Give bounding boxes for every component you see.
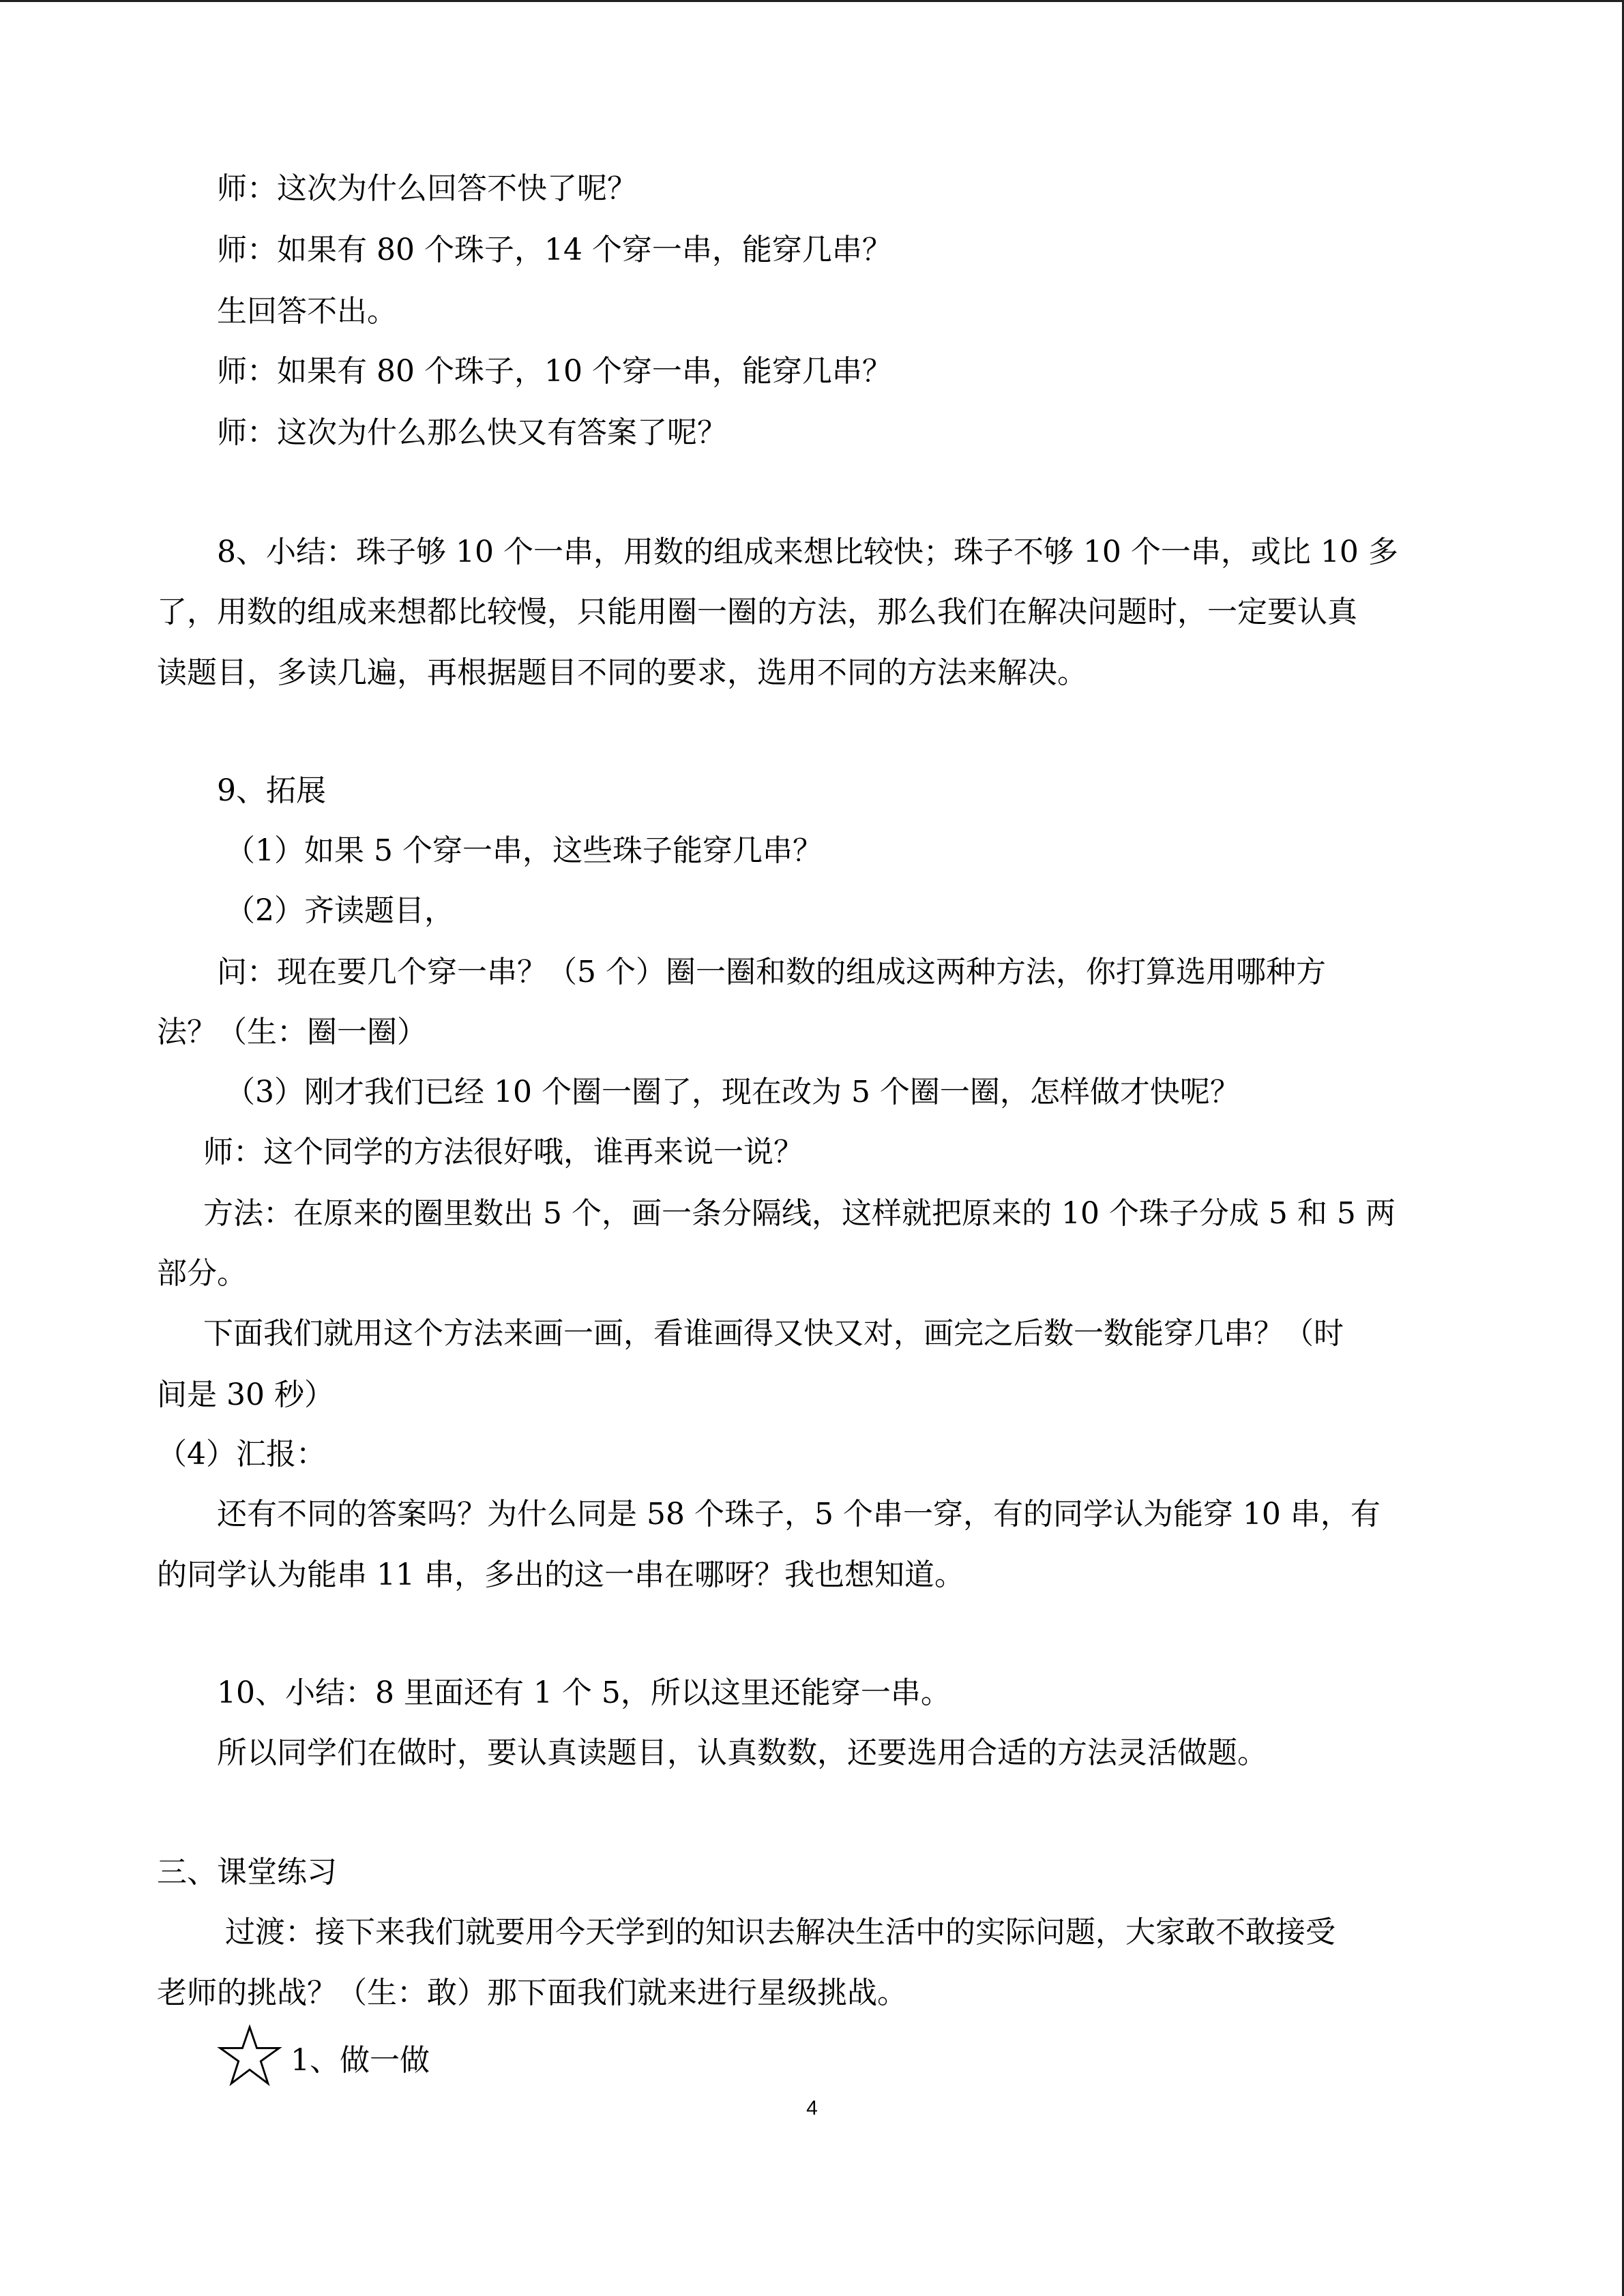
page-number: 4 [806,2097,818,2119]
summary-10-line: 10、小结：8 里面还有 1 个 5，所以这里还能穿一串。 [217,1675,951,1710]
text-line: 过渡：接下来我们就要用今天学到的知识去解决生活中的实际问题，大家敢不敢接受 [225,1915,1335,1950]
summary-8-line: 读题目，多读几遍，再根据题目不同的要求，选用不同的方法来解决。 [157,655,1087,690]
text-line: （1）如果 5 个穿一串，这些珠子能穿几串？ [225,833,823,868]
text-line: 师：这次为什么那么快又有答案了呢？ [217,415,727,450]
text-line: 的同学认为能串 11 串，多出的这一串在哪呀？我也想知道。 [157,1557,964,1592]
text-line: 师：如果有 80 个珠子，10 个穿一串，能穿几串？ [217,354,892,389]
text-line: 生回答不出。 [217,294,397,329]
text-line: （3）刚才我们已经 10 个圈一圈了，现在改为 5 个圈一圈，怎样做才快呢？ [225,1075,1240,1109]
summary-8-line: 8、小结：珠子够 10 个一串，用数的组成来想比较快；珠子不够 10 个一串，或比 10 多 [217,535,1398,569]
text-line: 师：如果有 80 个珠子，14 个穿一串，能穿几串？ [217,233,892,267]
text-line: 老师的挑战？（生：敢）那下面我们就来进行星级挑战。 [157,1976,907,2010]
text-line: 下面我们就用这个方法来画一画，看谁画得又快又对，画完之后数一数能穿几串？（时 [203,1316,1344,1351]
section-heading-3: 三、课堂练习 [157,1855,337,1890]
summary-10-line: 所以同学们在做时，要认真读题目，认真数数，还要选用合适的方法灵活做题。 [217,1735,1267,1770]
star-item-label: 1、做一做 [291,2043,430,2078]
star-outline-icon [217,2023,282,2089]
section-heading-9: 9、拓展 [217,773,326,808]
text-line: （2）齐读题目， [225,893,454,928]
text-line: 还有不同的答案吗？为什么同是 58 个珠子，5 个串一穿，有的同学认为能穿 10 串，有 [217,1497,1381,1532]
text-line: 法？（生：圈一圈） [157,1015,427,1049]
top-border [0,0,1624,2]
text-line: 方法：在原来的圈里数出 5 个，画一条分隔线，这样就把原来的 10 个珠子分成 5 和 5 两 [203,1196,1396,1231]
text-line: 间是 30 秒） [157,1377,334,1412]
text-line: 师：这次为什么回答不快了呢？ [217,171,637,206]
text-line: 师：这个同学的方法很好哦，谁再来说一说？ [203,1135,803,1169]
text-line: （4）汇报： [157,1437,326,1472]
text-line: 部分。 [157,1256,247,1291]
text-line: 问：现在要几个穿一串？（5 个）圈一圈和数的组成这两种方法，你打算选用哪种方 [217,955,1326,989]
star-challenge-item [217,2018,430,2093]
summary-8-line: 了，用数的组成来想都比较慢，只能用圈一圈的方法，那么我们在解决问题时，一定要认真 [157,595,1357,629]
